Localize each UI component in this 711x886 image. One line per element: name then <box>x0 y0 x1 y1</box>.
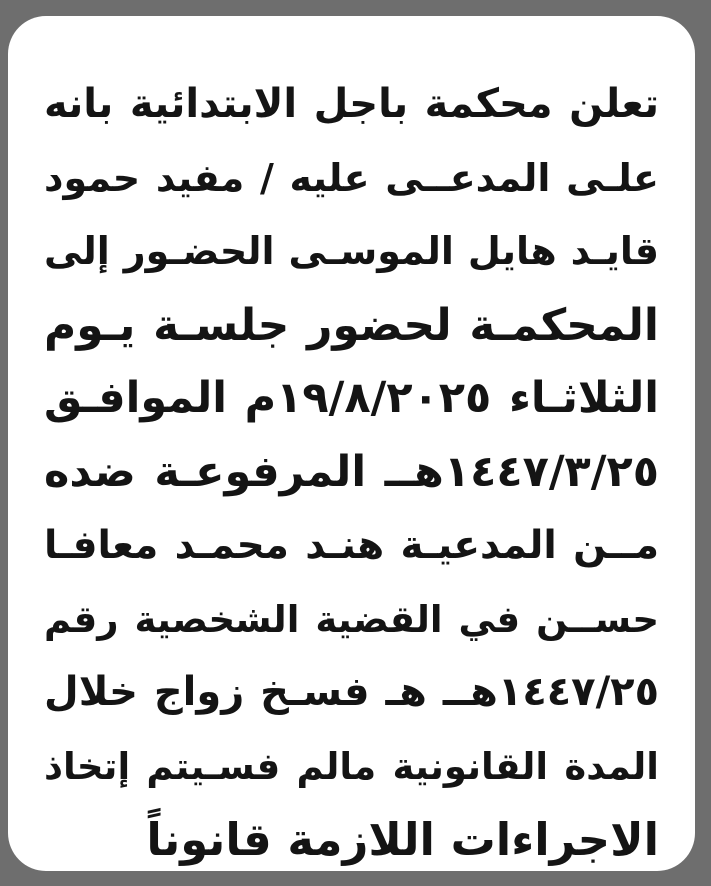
notice-line: علـى المدعــى عليه / مفيد حمود <box>44 155 659 200</box>
notice-card <box>8 16 695 871</box>
notice-line: مــن المدعيـة هنـد محمـد معافـا <box>44 523 659 568</box>
notice-line-last: الاجراءات اللازمة قانوناً <box>146 813 659 866</box>
notice-line: ١٤٤٧/٢٥هــ هـ فسـخ زواج خلال <box>44 669 659 715</box>
notice-line: المدة القانونية مالم فسـيتم إتخاذ <box>44 744 659 788</box>
notice-line: حســن في القضية الشخصية رقم <box>44 597 659 641</box>
notice-line: المحكمـة لحضور جلسـة يـوم <box>44 299 659 351</box>
notice-line: الثلاثـاء ١٩/٨/٢٠٢٥م الموافـق <box>44 373 659 423</box>
notice-line: تعلن محكمة باجل الابتدائية بانه <box>44 81 659 127</box>
notice-text <box>44 68 659 877</box>
notice-line: ١٤٤٧/٣/٢٥هــ المرفوعـة ضده <box>44 446 659 497</box>
notice-line: قايـد هايل الموسـى الحضـور إلى <box>44 229 659 273</box>
